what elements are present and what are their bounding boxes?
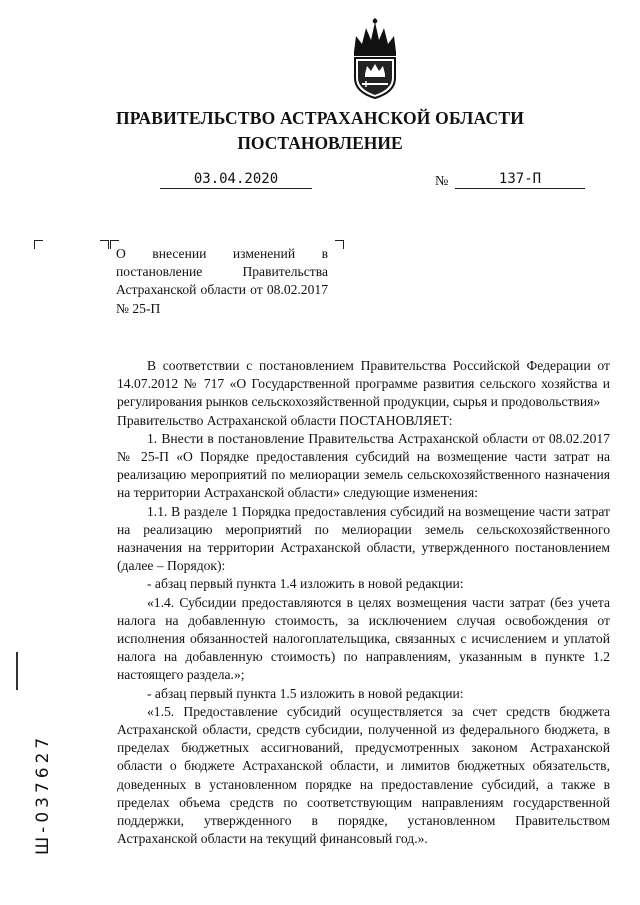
paragraph-item-1: 1. Внести в постановление Правительства Астраханской области от 08.02.2017 № 25-П «О Порядке предоставления субсидий на возмещение части затрат на реализацию мероприятий по мелиорации земель сельскохозяйственного назначения на территории Астраханской области» следующие изменения: [117, 430, 610, 501]
left-margin-corner-mark [34, 240, 43, 249]
document-subject: О внесении изменений в постановление Правительства Астраханской области от 08.02.2017 № 25-П [116, 246, 328, 316]
document-number: 137-П [455, 171, 585, 189]
paragraph-instruction-1-4: - абзац первый пункта 1.4 изложить в новой редакции: [147, 576, 464, 592]
paragraph-new-1-5: «1.5. Предоставление субсидий осуществляется за счет средств бюджета Астраханской области, средств субсидии, полученной из федерального бюджета, в пределах бюджетных ассигнований, предусмотренных законом Астраханской области о бюджете Астраханской области, и лимитов бюджетных обязательств, доведенных в установленном порядке на предоставление субсидий, а также в пределах объема средств по соответствующим направлениям государственной поддержки, утвержденного в порядке, установленном Правительством Астраханской области на текущий финансовый год.». [117, 703, 610, 847]
subject-corner-mark-left [100, 240, 109, 249]
paragraph-instruction-1-5: - абзац первый пункта 1.5 изложить в новой редакции: [147, 685, 464, 701]
serial-number: Ш-037627 [33, 733, 53, 855]
document-type: ПОСТАНОВЛЕНИЕ [237, 133, 403, 153]
organization-title: ПРАВИТЕЛЬСТВО АСТРАХАНСКОЙ ОБЛАСТИ [115, 108, 525, 128]
preamble-paragraph: В соответствии с постановлением Правительства Российской Федерации от 14.07.2012 № 717 «О Государственной программе развития сельского хозяйства и регулирования рынков сельскохозяйственной продукции, сырья и продовольствия» [117, 358, 610, 410]
document-date: 03.04.2020 [160, 171, 312, 189]
paragraph-item-1-1: 1.1. В разделе 1 Порядка предоставления субсидий на возмещение части затрат на реализацию мероприятий по мелиорации земель сельскохозяйственного назначения на территории Астраханской области, утвержденного постановлением (далее – Порядок): [117, 503, 610, 574]
margin-bar-top [16, 652, 18, 690]
astrakhan-coat-of-arms-icon [346, 18, 404, 100]
paragraph-new-1-4: «1.4. Субсидии предоставляются в целях возмещения части затрат (без учета налога на добавленную стоимость, за исключением случая освобождения от исполнения обязанностей налогоплательщика, связанных с исчислением и уплатой налога на добавленную стоимость) по направлениям, указанным в пункте 1.2 настоящего раздела.»; [117, 594, 610, 683]
document-body [117, 357, 610, 848]
subject-corner-mark-right [335, 240, 344, 249]
number-sign: № [435, 174, 449, 189]
resolution-paragraph: Правительство Астраханской области ПОСТАНОВЛЯЕТ: [117, 412, 453, 428]
